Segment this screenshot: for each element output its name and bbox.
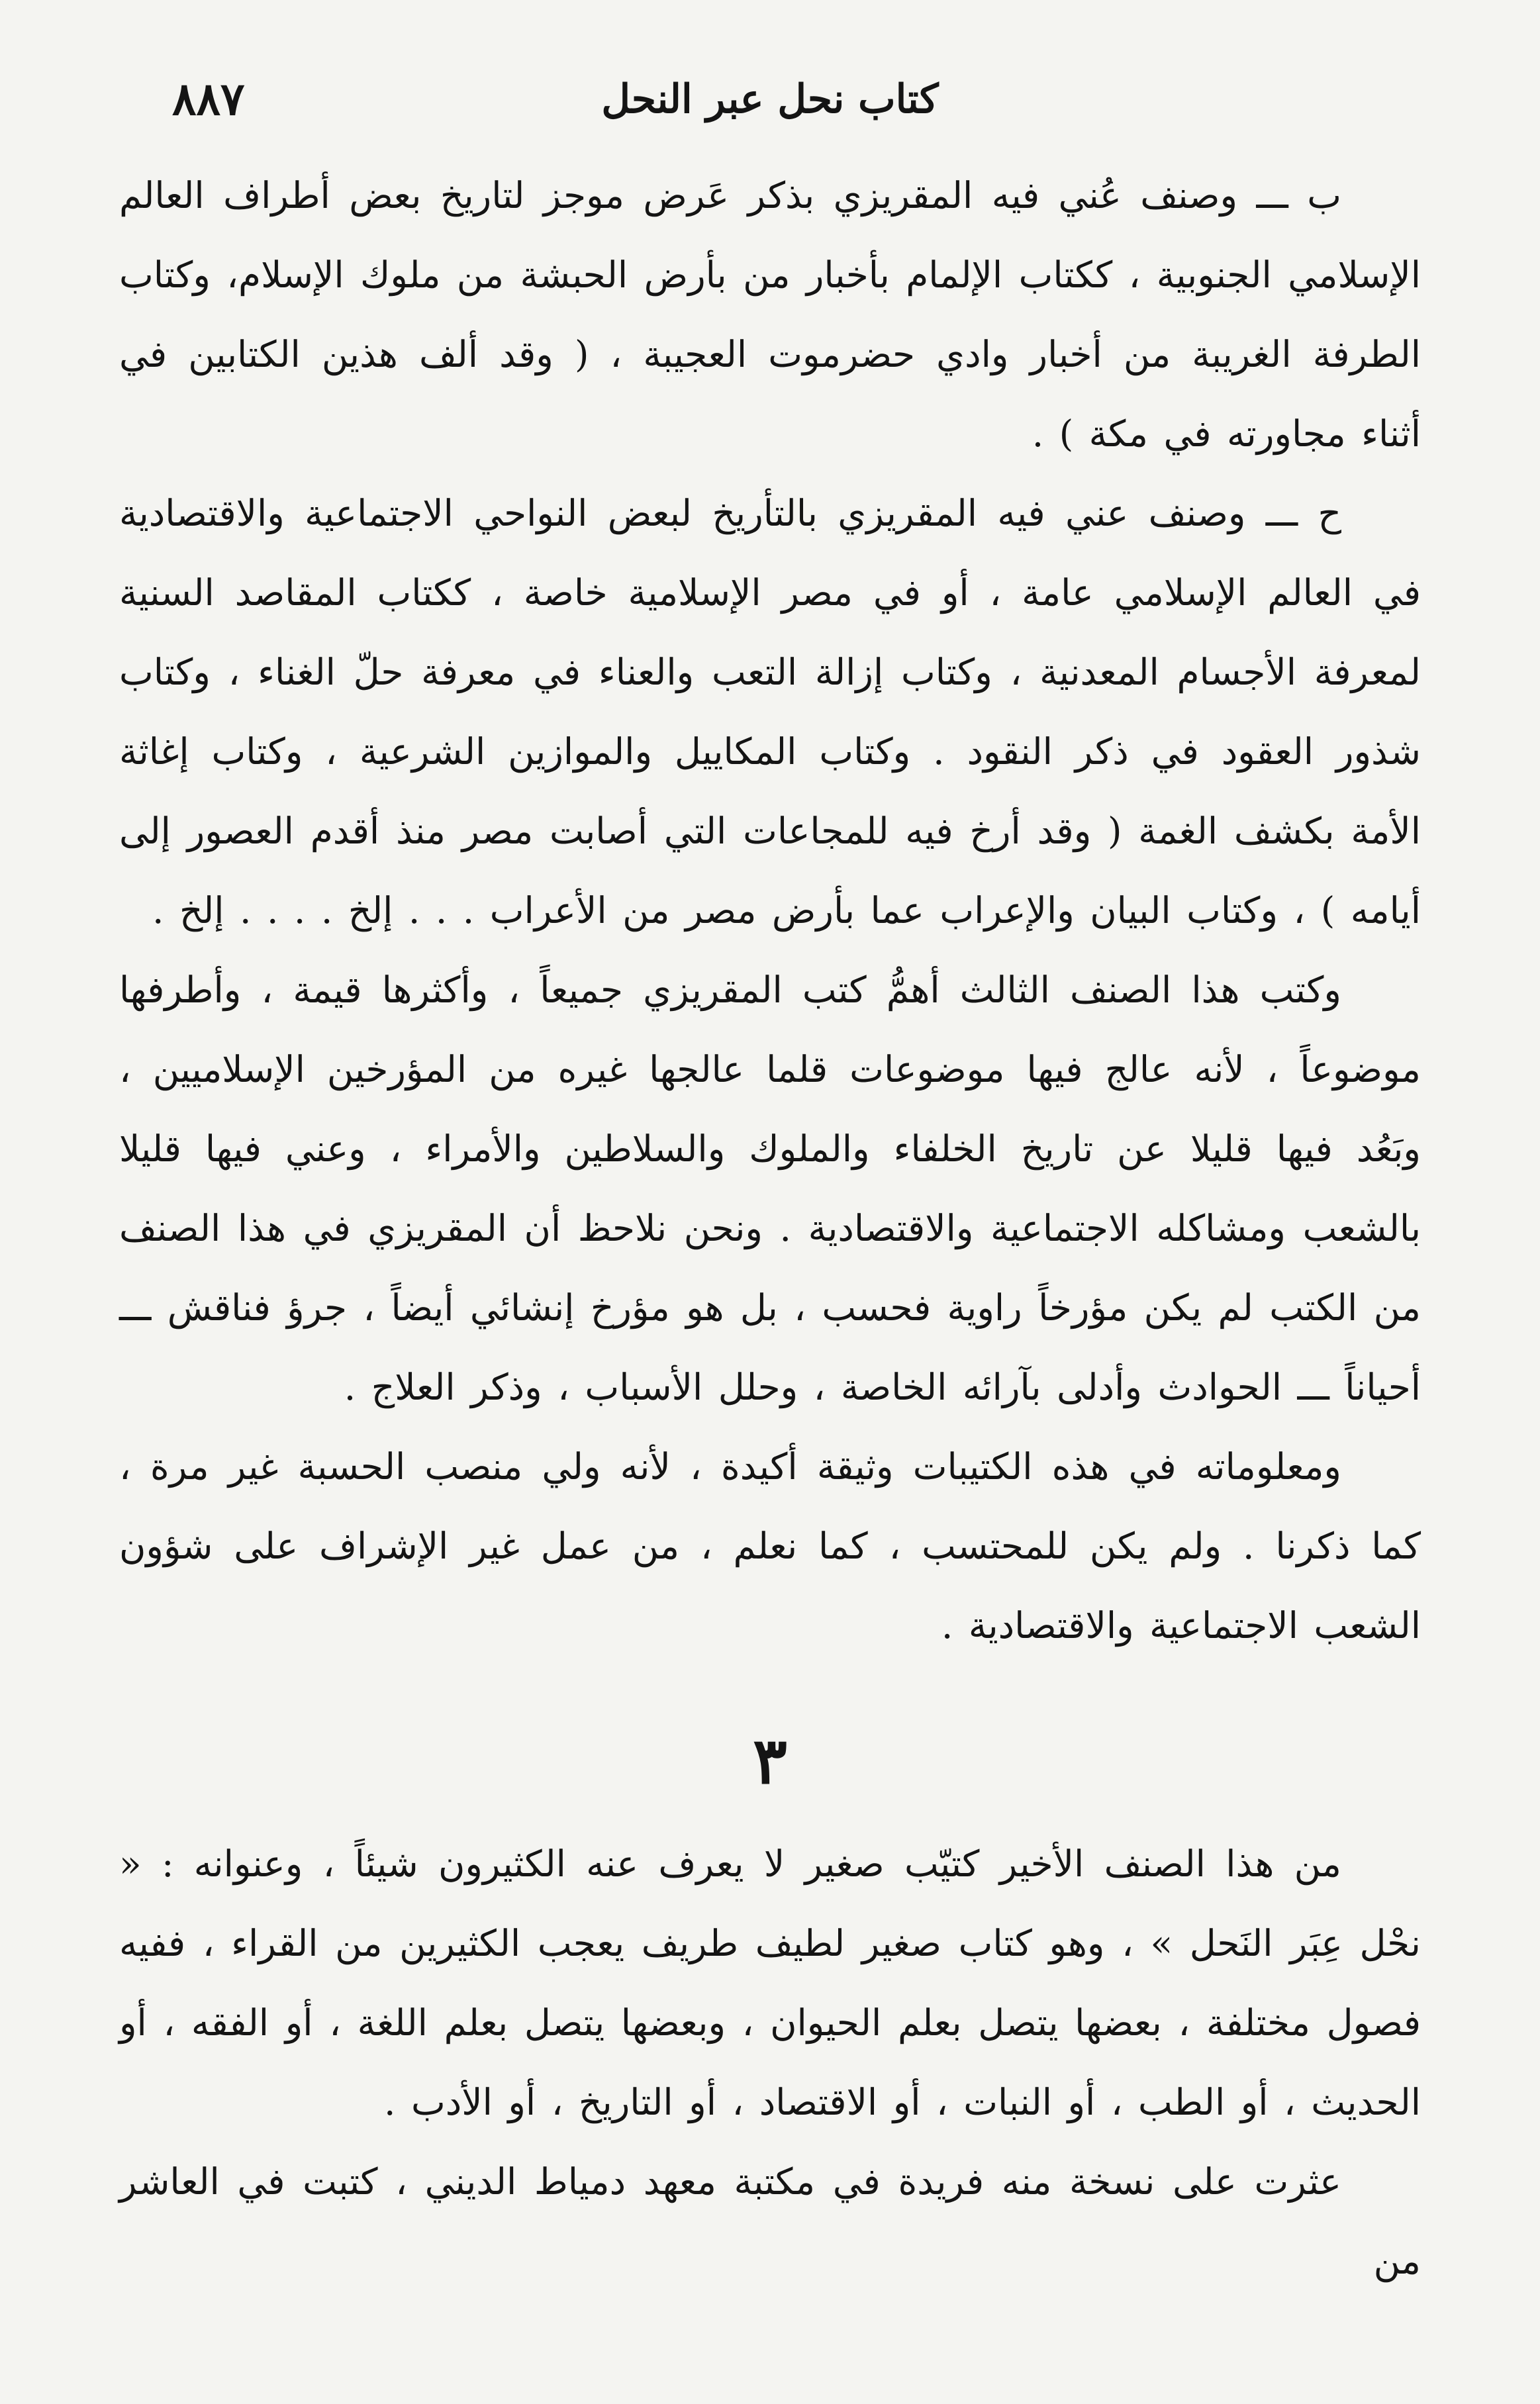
running-title: كتاب نحل عبر النحل [601,76,939,122]
paragraph-section-h: ح ـــ وصنف عني فيه المقريزي بالتأريخ لبعض النواحي الاجتماعية والاقتصادية في العالم الإسلامي عامة ، أو في مصر الإسلامية خاصة ، ككتاب المقاصد السنية لمعرفة الأجسام المعدنية ، وكتاب إزالة التعب والعناء في معرفة حلّ الغناء ، وكتاب شذور العقود في ذكر النقود . وكتاب المكاييل والموازين الشرعية ، وكتاب إغاثة الأمة بكشف الغمة ( وقد أرخ فيه للمجاعات التي أصابت مصر منذ أقدم العصور إلى أيامه ) ، وكتاب البيان والإعراب عما بأرض مصر من الأعراب . . . إلخ . . . . إلخ . [119,492,1421,932]
paragraph-section-b: ب ـــ وصنف عُني فيه المقريزي بذكر عَرض موجز لتاريخ بعض أطراف العالم الإسلامي الجنوبية ، ككتاب الإلمام بأخبار من بأرض الحبشة من ملوك الإسلام، وكتاب الطرفة الغريبة من أخبار وادي حضرموت العجيبة ، ( وقد ألف هذين الكتابين في أثناء مجاورته في مكة ) . [119,174,1421,455]
paragraph-third-category: وكتب هذا الصنف الثالث أهمُّ كتب المقريزي جميعاً ، وأكثرها قيمة ، وأطرفها موضوعاً ، لأنه عالج فيها موضوعات قلما عالجها غيره من المؤرخين الإسلاميين ، وبَعُد فيها قليلا عن تاريخ الخلفاء والملوك والسلاطين والأمراء ، وعني فيها قليلا بالشعب ومشاكله الاجتماعية والاقتصادية . ونحن نلاحظ أن المقريزي في هذا الصنف من الكتب لم يكن مؤرخاً راوية فحسب ، بل هو مؤرخ إنشائي أيضاً ، جرؤ فناقش ـــ أحياناً ـــ الحوادث وأدلى بآرائه الخاصة ، وحلل الأسباب ، وذكر العلاج . [119,969,1421,1408]
paragraph-manuscript-discovery: عثرت على نسخة منه فريدة في مكتبة معهد دمياط الديني ، كتبت في العاشر من [119,2160,1421,2282]
page-header [172,63,1368,136]
paragraph-information-reliability: ومعلوماته في هذه الكتيبات وثيقة أكيدة ، لأنه ولي منصب الحسبة غير مرة ، كما ذكرنا . ولم يكن للمحتسب ، كما نعلم ، من عمل غير الإشراف على شؤون الشعب الاجتماعية والاقتصادية . [119,1445,1421,1647]
body-text [119,156,1421,2301]
page-number: ٨٨٧ [172,73,245,126]
section-number: ٣ [753,1723,787,1798]
paragraph-book-description: من هذا الصنف الأخير كتيّب صغير لا يعرف عنه الكثيرون شيئاً ، وعنوانه : « نحْل عِبَر النَحل » ، وهو كتاب صغير لطيف طريف يعجب الكثيرين من القراء ، ففيه فصول مختلفة ، بعضها يتصل بعلم الحيوان ، وبعضها يتصل بعلم اللغة ، أو الفقه ، أو الحديث ، أو الطب ، أو النبات ، أو الاقتصاد ، أو التاريخ ، أو الأدب . [119,1843,1421,2123]
